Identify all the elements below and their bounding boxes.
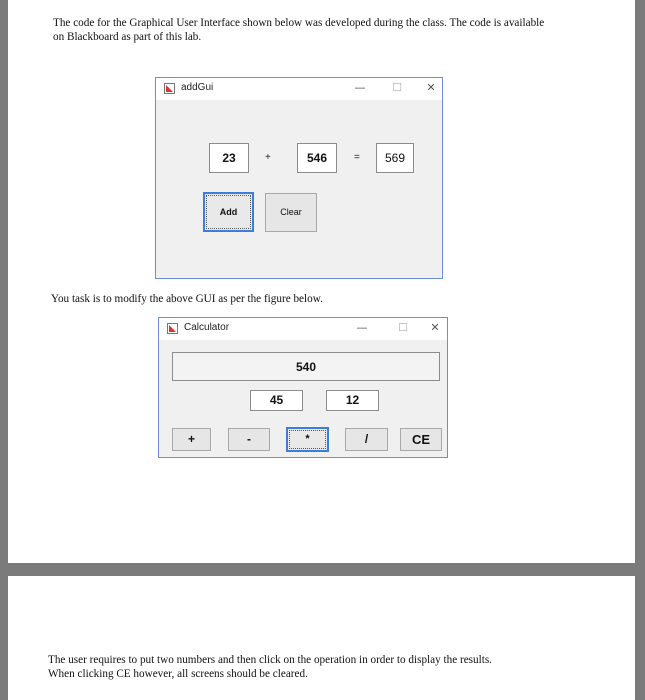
minus-button[interactable]: - bbox=[228, 428, 270, 451]
second-number-field[interactable]: 12 bbox=[326, 390, 379, 411]
add-button[interactable]: Add bbox=[203, 192, 254, 232]
addgui-window-title: addGui bbox=[181, 82, 214, 93]
minimize-icon[interactable]: — bbox=[356, 321, 368, 334]
document-page-2 bbox=[8, 576, 635, 700]
clear-button[interactable]: Clear bbox=[265, 193, 317, 232]
addgui-titlebar bbox=[156, 78, 442, 100]
calculator-window bbox=[158, 317, 448, 458]
multiply-button[interactable]: * bbox=[286, 427, 329, 452]
display-field[interactable]: 540 bbox=[172, 352, 440, 381]
plus-button[interactable]: + bbox=[172, 428, 211, 451]
document-page-1 bbox=[8, 0, 635, 563]
equals-label: = bbox=[354, 152, 360, 163]
second-number-field[interactable]: 546 bbox=[297, 143, 337, 173]
close-icon[interactable]: ✕ bbox=[426, 81, 436, 94]
first-number-field[interactable]: 45 bbox=[250, 390, 303, 411]
calculator-window-title: Calculator bbox=[184, 322, 230, 333]
divide-button[interactable]: / bbox=[345, 428, 388, 451]
clear-entry-button[interactable]: CE bbox=[400, 428, 442, 451]
java-app-icon bbox=[167, 323, 178, 334]
requirement-paragraph-line-1: The user requires to put two numbers and then click on the operation in order to display the results. bbox=[48, 654, 492, 666]
maximize-icon[interactable]: ☐ bbox=[398, 321, 408, 334]
intro-paragraph-line-1: The code for the Graphical User Interface shown below was developed during the class. The code is available bbox=[53, 17, 545, 29]
requirement-paragraph-line-2: When clicking CE however, all screens should be cleared. bbox=[48, 668, 308, 680]
first-number-field[interactable]: 23 bbox=[209, 143, 249, 173]
java-app-icon bbox=[164, 83, 175, 94]
maximize-icon[interactable]: ☐ bbox=[392, 81, 402, 94]
intro-paragraph-line-2: on Blackboard as part of this lab. bbox=[53, 31, 202, 43]
calculator-titlebar bbox=[159, 318, 447, 340]
addgui-window bbox=[155, 77, 443, 279]
minimize-icon[interactable]: — bbox=[354, 81, 366, 94]
close-icon[interactable]: ✕ bbox=[430, 321, 440, 334]
plus-label: + bbox=[265, 152, 271, 163]
result-field[interactable]: 569 bbox=[376, 143, 414, 173]
task-paragraph: You task is to modify the above GUI as per the figure below. bbox=[51, 293, 323, 305]
